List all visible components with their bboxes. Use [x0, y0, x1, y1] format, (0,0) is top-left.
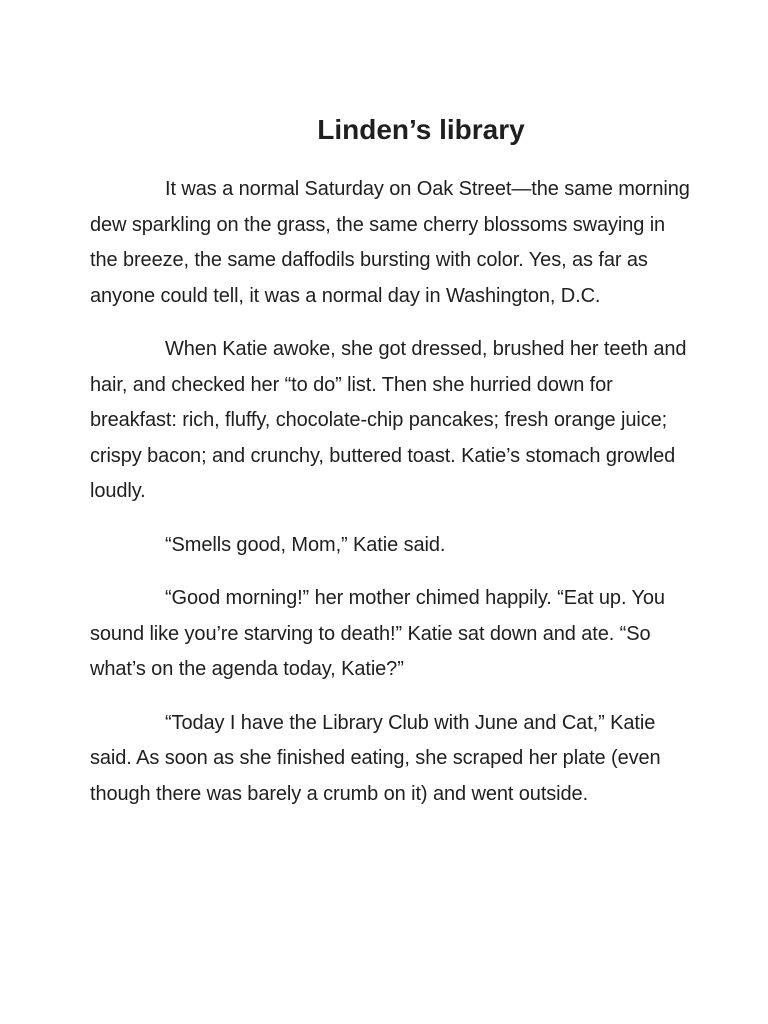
- paragraph-5: “Today I have the Library Club with June and Cat,” Katie said. As soon as she finished eating, she scraped her plate (even though there was barely a crumb on it) and went outside.: [90, 711, 661, 805]
- paragraph-3: “Smells good, Mom,” Katie said.: [165, 533, 446, 556]
- paragraph-2: When Katie awoke, she got dressed, brushed her teeth and hair, and checked her “to do” list. Then she hurried down for breakfast: rich, fluffy, chocolate-chip pancakes; fresh orange juice; crispy bacon; and crunchy, buttered toast. Katie’s stomach growled loudly.: [90, 338, 687, 502]
- document-body: [90, 172, 690, 830]
- paragraph-4: “Good morning!” her mother chimed happily. “Eat up. You sound like you’re starving to death!” Katie sat down and ate. “So what’s on the agenda today, Katie?”: [90, 587, 665, 680]
- paragraph-1: It was a normal Saturday on Oak Street—the same morning dew sparkling on the grass, the same cherry blossoms swaying in the breeze, the same daffodils bursting with color. Yes, as far as anyone could tell, it was a normal day in Washington, D.C.: [90, 178, 690, 307]
- document-title: Linden’s library: [317, 114, 525, 145]
